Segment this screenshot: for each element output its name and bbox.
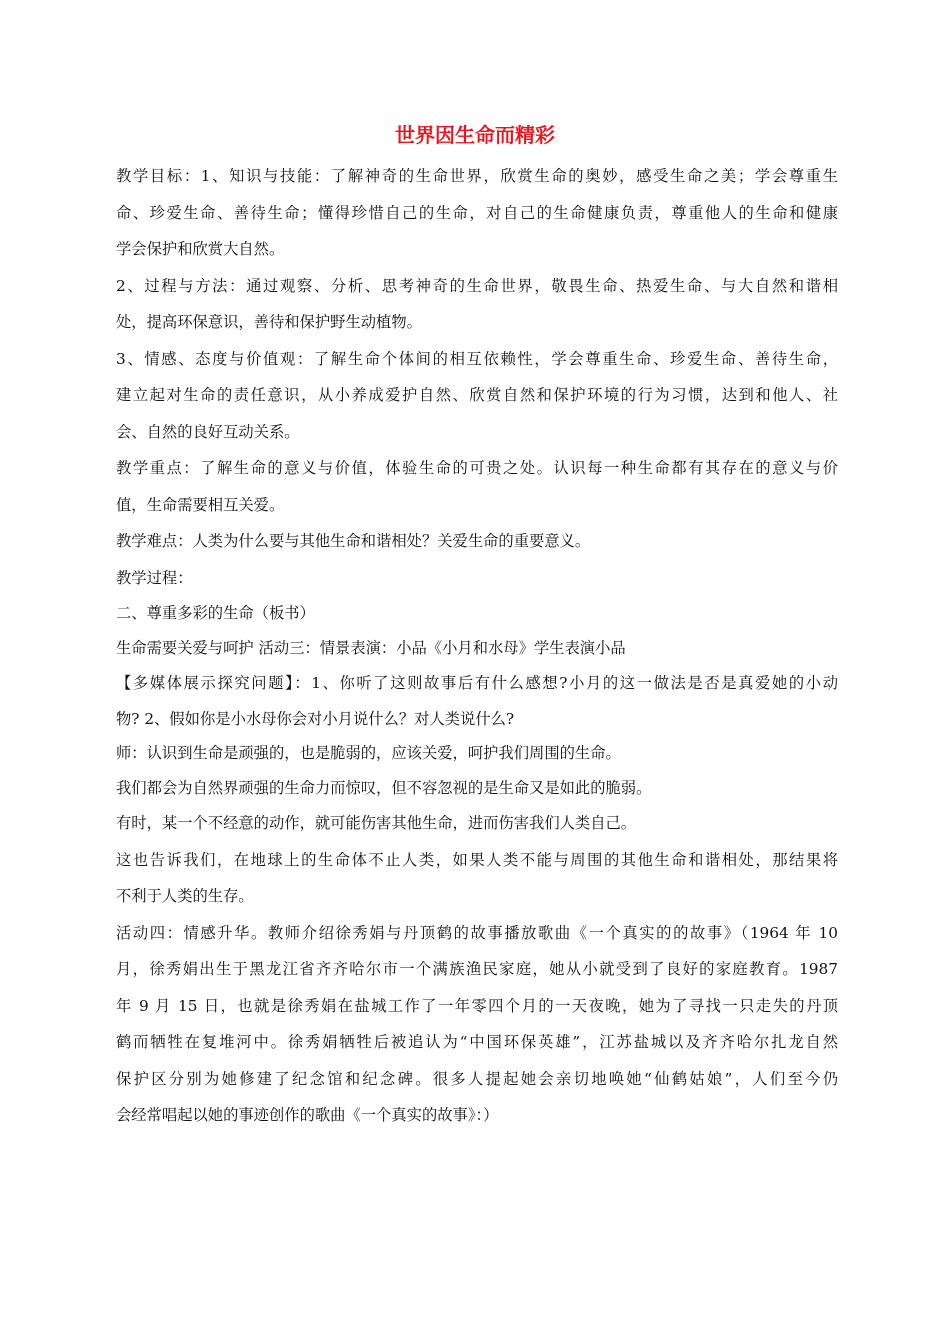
body-line-3: 学会保护和欣赏大自然。 — [116, 240, 285, 258]
body-line-26: 保护区分别为她修建了纪念馆和纪念碑。很多人提起她会亲切地唤她“仙鹤姑娘”，人们至今仍 — [116, 1069, 838, 1088]
body-line-22: 活动四：情感升华。教师介绍徐秀娟与丹顶鹤的故事播放歌曲《一个真实的的故事》（1964 年 10 — [116, 923, 838, 942]
body-line-19: 有时，某一个不经意的动作，就可能伤害其他生命，进而伤害我们人类自己。 — [116, 814, 637, 832]
body-line-10: 值，生命需要相互关爱。 — [116, 495, 285, 514]
body-line-25: 鹤而牺牲在复堆河中。徐秀娟牺牲后被追认为“中国环保英雄”，江苏盐城以及齐齐哈尔扎龙自然 — [116, 1033, 838, 1051]
body-line-24: 年 9 月 15 日，也就是徐秀娟在盐城工作了一年零四个月的一天夜晚，她为了寻找一只走失的丹顶 — [116, 996, 838, 1015]
body-line-5: 处，提高环保意识，善待和保护野生动植物。 — [116, 313, 422, 331]
body-line-4: 2、过程与方法：通过观察、分析、思考神奇的生命世界，敬畏生命、热爱生命、与大自然和谐相 — [116, 276, 838, 295]
body-line-11: 教学难点：人类为什么要与其他生命和谐相处？关爱生命的重要意义。 — [116, 532, 591, 550]
body-line-1: 教学目标：1、知识与技能：了解神奇的生命世界，欣赏生命的奥妙，感受生命之美；学会尊重生 — [116, 167, 838, 185]
body-line-8: 会、自然的良好互动关系。 — [116, 422, 300, 441]
body-line-7: 建立起对生命的责任意识，从小养成爱护自然、欣赏自然和保护环境的行为习惯，达到和他人、社 — [116, 386, 838, 404]
body-line-12: 教学过程： — [116, 568, 193, 587]
document-body — [116, 158, 838, 1134]
body-line-17: 师：认识到生命是顽强的，也是脆弱的，应该关爱，呵护我们周围的生命。 — [116, 744, 621, 762]
body-line-21: 不利于人类的生存。 — [116, 887, 254, 905]
body-line-20: 这也告诉我们，在地球上的生命体不止人类，如果人类不能与周围的其他生命和谐相处，那结果将 — [116, 850, 838, 869]
body-line-27: 会经常唱起以她的事迹创作的歌曲《一个真实的故事》：） — [116, 1106, 499, 1124]
body-line-23: 月，徐秀娟出生于黑龙江省齐齐哈尔市一个满族渔民家庭，她从小就受到了良好的家庭教育。1987 — [116, 960, 838, 978]
body-line-14: 生命需要关爱与呵护 活动三：情景表演：小品《小月和水母》学生表演小品 — [116, 638, 626, 657]
body-line-16: 物? 2、假如你是小水母你会对小月说什么？对人类说什么? — [116, 709, 515, 728]
body-line-13: 二、尊重多彩的生命（板书） — [116, 604, 315, 622]
body-line-15: 【多媒体展示探究问题】：1、你听了这则故事后有什么感想?小月的这一做法是否是真爱她的小动 — [116, 674, 838, 692]
body-line-9: 教学重点：了解生命的意义与价值，体验生命的可贵之处。认识每一种生命都有其存在的意义与价 — [116, 459, 838, 477]
body-line-2: 命、珍爱生命、善待生命；懂得珍惜自己的生命，对自己的生命健康负责，尊重他人的生命和健康 — [116, 203, 838, 222]
body-line-6: 3、情感、态度与价值观：了解生命个体间的相互依赖性，学会尊重生命、珍爱生命、善待生命， — [116, 349, 838, 368]
body-line-18: 我们都会为自然界顽强的生命力而惊叹，但不容忽视的是生命又是如此的脆弱。 — [116, 778, 652, 797]
document-title: 世界因生命而精彩 — [395, 123, 555, 147]
